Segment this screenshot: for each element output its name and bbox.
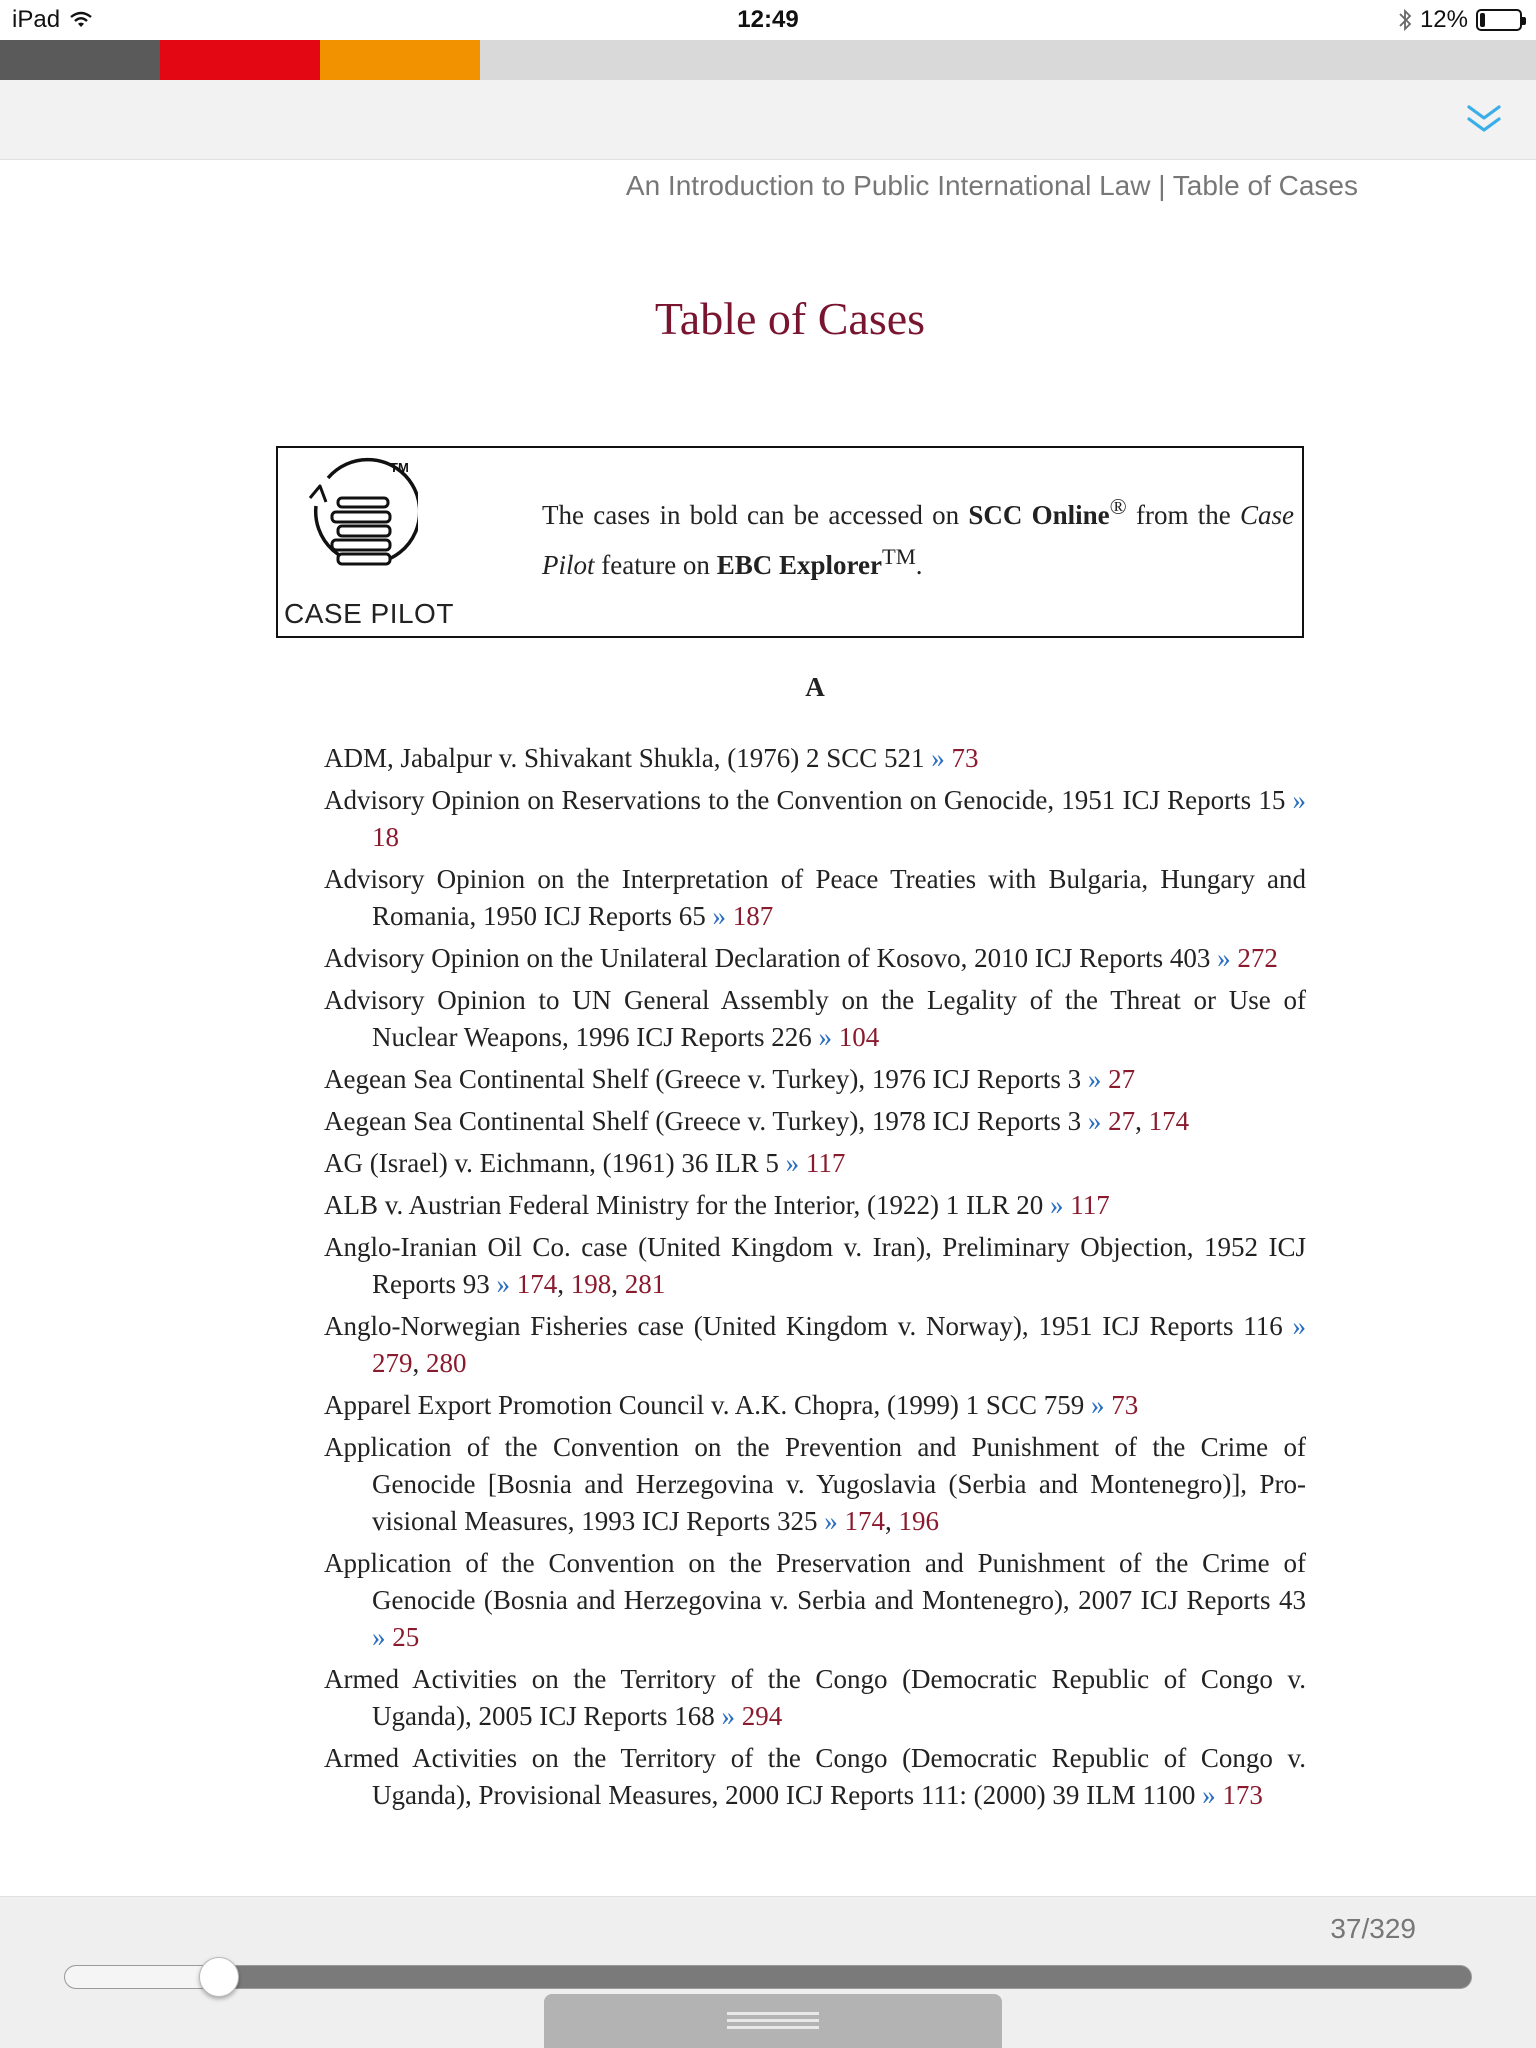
page-link[interactable]: 18 <box>372 822 399 852</box>
case-citation: Application of the Convention on the Prevention and Punishment of the Crime of Genocide [Bosnia and Herzegovina v. Yugoslavia (Serbia and Montenegro)], Pro-visional Measures, 1993 ICJ Reports 325 <box>324 1432 1306 1536</box>
case-citation: AG (Israel) v. Eichmann, (1961) 36 ILR 5 <box>324 1148 779 1178</box>
status-time: 12:49 <box>737 6 799 33</box>
case-citation: Anglo-Iranian Oil Co. case (United Kingdom v. Iran), Preliminary Objection, 1952 ICJ Reports 93 <box>324 1232 1306 1299</box>
page-ref-separator: » <box>931 743 945 773</box>
page-link[interactable]: 187 <box>732 901 774 931</box>
page-ref-separator: » <box>824 1506 838 1536</box>
case-entry <box>324 1387 1306 1424</box>
page-link[interactable]: 174 <box>516 1269 558 1299</box>
status-bar <box>0 0 1536 40</box>
drawer-grip-line <box>727 2019 819 2022</box>
case-citation: Advisory Opinion to UN General Assembly on the Legality of the Threat or Use of Nuclear Weapons, 1996 ICJ Reports 226 <box>324 985 1306 1052</box>
case-pilot-notice <box>276 446 1304 638</box>
case-pilot-text: The cases in bold can be accessed on SCC Online® from the Case Pilot feature on EBC Explorer™. <box>542 494 1294 580</box>
case-entry <box>324 1740 1306 1814</box>
case-citation: ADM, Jabalpur v. Shivakant Shukla, (1976) 2 SCC 521 <box>324 743 925 773</box>
page-link[interactable]: 27 <box>1108 1106 1136 1136</box>
page-link[interactable]: 279 <box>372 1348 413 1378</box>
case-entry <box>324 1187 1306 1224</box>
page-link[interactable]: 73 <box>1111 1390 1139 1420</box>
case-entry <box>324 1145 1306 1182</box>
battery-icon <box>1476 9 1522 31</box>
page-ref-separator: » <box>1292 785 1307 815</box>
scc-online-text: SCC Online <box>968 500 1110 530</box>
reader-toolbar <box>0 80 1536 160</box>
case-entry <box>324 982 1306 1056</box>
letter-heading: A <box>805 672 825 702</box>
page-ref-separator: » <box>818 1022 833 1052</box>
case-entry <box>324 740 1306 777</box>
case-citation: Anglo-Norwegian Fisheries case (United Kingdom v. Norway), 1951 ICJ Reports 116 <box>324 1311 1283 1341</box>
page-link[interactable]: 281 <box>624 1269 666 1299</box>
page-link[interactable]: 198 <box>570 1269 612 1299</box>
chevron-double-down-icon <box>1466 104 1502 134</box>
case-entry <box>324 1661 1306 1735</box>
logo-tm: TM <box>390 460 409 475</box>
case-entry <box>324 940 1306 977</box>
page-ref-separator: » <box>1050 1190 1064 1220</box>
case-entry <box>324 1545 1306 1656</box>
page-ref-separator: » <box>1087 1106 1102 1136</box>
tab-strip-segment-red[interactable] <box>160 40 320 80</box>
case-citation: Advisory Opinion on the Unilateral Declaration of Kosovo, 2010 ICJ Reports 403 <box>324 943 1211 973</box>
page-ref-separator: » <box>785 1148 800 1178</box>
case-citation: Advisory Opinion on Reservations to the Convention on Genocide, 1951 ICJ Reports 15 <box>324 785 1286 815</box>
page-link[interactable]: 196 <box>898 1506 939 1536</box>
page-ref-separator: » <box>1217 943 1231 973</box>
page-ref-separator: » <box>372 1622 386 1652</box>
page-slider-fill <box>65 1966 219 1988</box>
case-entry <box>324 861 1306 935</box>
case-pilot-label: CASE PILOT <box>284 598 454 629</box>
case-list <box>324 740 1306 1819</box>
case-citation: Apparel Export Promotion Council v. A.K. Chopra, (1999) 1 SCC 759 <box>324 1390 1085 1420</box>
page-ref-separator: » <box>1087 1064 1102 1094</box>
page-link[interactable]: 25 <box>392 1622 420 1652</box>
case-citation: Aegean Sea Continental Shelf (Greece v. Turkey), 1976 ICJ Reports 3 <box>324 1064 1082 1094</box>
page-counter: 37/329 <box>1330 1913 1416 1944</box>
case-entry <box>324 782 1306 856</box>
running-header: An Introduction to Public International Law | Table of Cases <box>625 170 1358 201</box>
page-link[interactable]: 174 <box>1148 1106 1190 1136</box>
page-ref-separator: » <box>1090 1390 1105 1420</box>
case-citation: Armed Activities on the Territory of the Congo (Democratic Republic of Congo v. Uganda), Provisional Measures, 2000 ICJ Reports 111: (2000) 39 ILM 1100 <box>324 1743 1306 1810</box>
page-link[interactable]: 104 <box>838 1022 880 1052</box>
page-link[interactable]: 173 <box>1222 1780 1263 1810</box>
case-entry: Aegean Sea Continental Shelf (Greece v. Turkey), 1978 ICJ Reports 3 » 27, 174 <box>324 1106 1190 1136</box>
drawer-grip-line <box>727 2026 819 2029</box>
case-citation: Advisory Opinion on the Interpretation of Peace Treaties with Bulgaria, Hungary and Romania, 1950 ICJ Reports 65 <box>324 864 1306 931</box>
page-link[interactable]: 294 <box>741 1701 783 1731</box>
page-ref-separator: » <box>496 1269 510 1299</box>
battery-fill <box>1480 13 1485 27</box>
case-citation: ALB v. Austrian Federal Ministry for the Interior, (1922) 1 ILR 20 <box>324 1190 1044 1220</box>
case-citation: Application of the Convention on the Preservation and Punishment of the Crime of Genocide (Bosnia and Herzegovina v. Serbia and Montenegro), 2007 ICJ Reports 43 <box>324 1548 1306 1615</box>
case-citation: Armed Activities on the Territory of the Congo (Democratic Republic of Congo v. Uganda), 2005 ICJ Reports 168 <box>324 1664 1306 1731</box>
page-link[interactable]: 27 <box>1108 1064 1136 1094</box>
collapse-toolbar-button[interactable] <box>1458 94 1510 144</box>
page-link[interactable]: 174 <box>844 1506 885 1536</box>
ebc-explorer-text: EBC Explorer <box>716 550 882 580</box>
case-citation: Aegean Sea Continental Shelf (Greece v. Turkey), 1978 ICJ Reports 3 <box>324 1106 1082 1136</box>
case-entry: Application of the Convention on the Prevention and Punishment of the Crime of Genocide [Bosnia and Herzegovina v. Yugoslavia (Serbia and Montenegro)], Pro-visional Measures, 1993 ICJ Reports 325 » 174, 196 <box>324 1432 1306 1536</box>
tab-strip-segment-orange[interactable] <box>320 40 480 80</box>
page-link[interactable]: 117 <box>805 1148 846 1178</box>
drawer-grip-line <box>727 2012 819 2015</box>
page-ref-separator: » <box>1202 1780 1216 1810</box>
device-name: iPad <box>12 6 61 33</box>
page-ref-separator: » <box>721 1701 735 1731</box>
case-entry <box>324 1061 1306 1098</box>
status-right <box>1398 6 1522 34</box>
color-tab-strip <box>0 40 1536 80</box>
page-ref-separator: » <box>712 901 726 931</box>
page-title: Table of Cases <box>654 293 926 344</box>
page-slider-thumb[interactable] <box>199 1957 239 1997</box>
page-link[interactable]: 272 <box>1237 943 1278 973</box>
page-link[interactable]: 280 <box>426 1348 467 1378</box>
page-link[interactable]: 73 <box>951 743 979 773</box>
tab-strip-segment-gray[interactable] <box>0 40 160 80</box>
battery-percent: 12% <box>1419 6 1468 33</box>
thumbnail-drawer-handle[interactable] <box>544 1994 1002 2048</box>
page-link[interactable]: 117 <box>1070 1190 1110 1220</box>
page-slider[interactable] <box>64 1965 1472 1989</box>
bluetooth-icon <box>1398 8 1412 32</box>
case-pilot-logo-icon <box>298 456 418 596</box>
page-ref-separator: » <box>1292 1311 1306 1341</box>
case-entry: Anglo-Norwegian Fisheries case (United Kingdom v. Norway), 1951 ICJ Reports 116 » 279, 280 <box>324 1311 1306 1378</box>
case-entry: Anglo-Iranian Oil Co. case (United Kingdom v. Iran), Preliminary Objection, 1952 ICJ Reports 93 » 174, 198, 281 <box>324 1232 1306 1299</box>
